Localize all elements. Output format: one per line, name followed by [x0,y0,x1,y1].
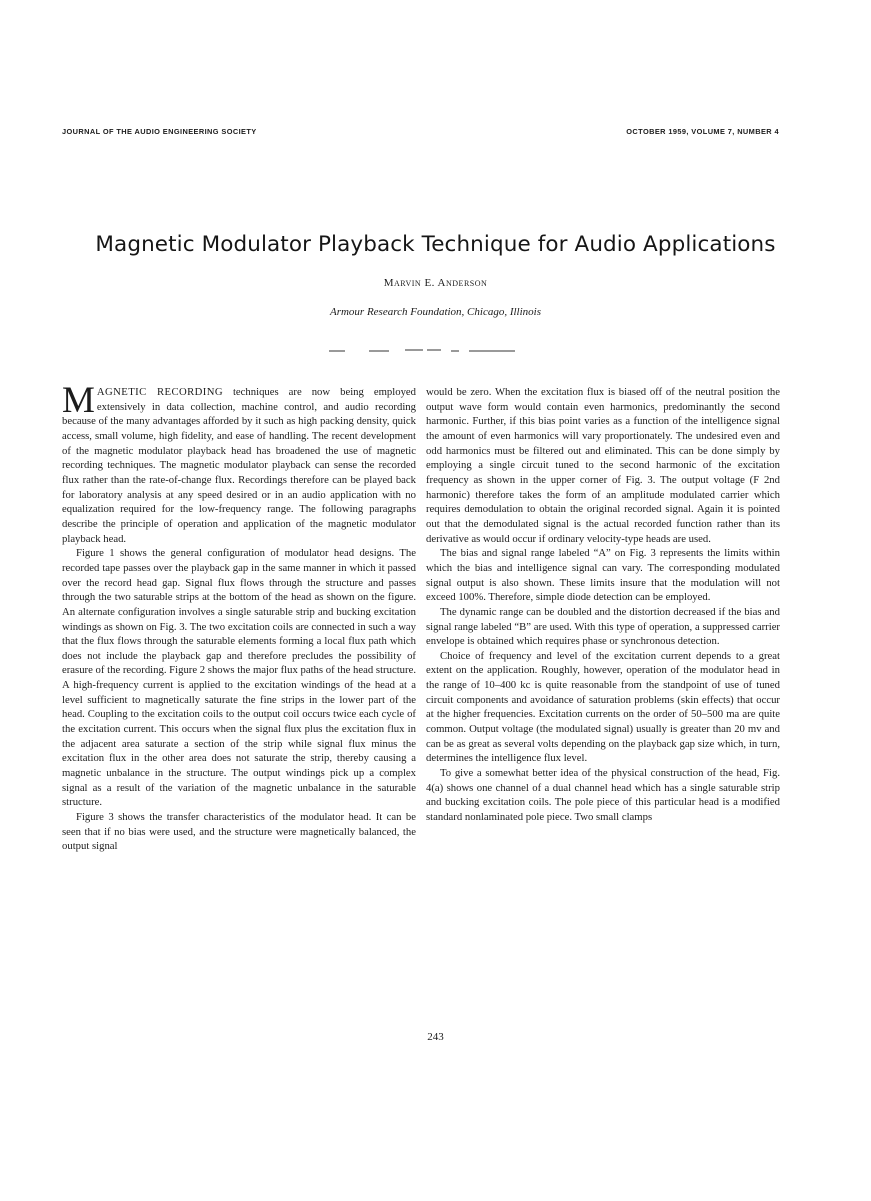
issue-running-head: OCTOBER 1959, VOLUME 7, NUMBER 4 [626,127,779,136]
opening-words: AGNETIC RECORDING [96,386,223,398]
body-paragraph: The dynamic range can be doubled and the distortion decreased if the bias and signal range labeled “B” are used. With this type of operation, a suppressed carrier envelope is obtained which requires phase or synchronous detection. [426,605,780,648]
article-title: Magnetic Modulator Playback Technique for Audio Applications [95,232,776,257]
body-paragraph: Figure 3 shows the transfer characteristics of the modulator head. It can be seen that if no bias were used, and the structure were magnetically balanced, the output signal [62,811,416,853]
author-affiliation: Armour Research Foundation, Chicago, Illinois [329,306,542,318]
journal-running-head: JOURNAL OF THE AUDIO ENGINEERING SOCIETY [62,127,257,136]
body-paragraph: To give a somewhat better idea of the physical construction of the head, Fig. 4(a) shows one channel of a dual channel head which has a single saturable strip and bucking excitation coils. The pole piece of this particular head is a modified standard nonlaminated pole piece. Two small clamps [426,767,780,824]
body-paragraph: would be zero. When the excitation flux is biased off of the neutral position the output wave form would contain even harmonics, predominantly the second harmonic. Further, if this bias point varies as a function of the intelligence signal the amount of even harmonics will vary proportionately. The undesired even and odd harmonics must be filtered out and eliminated. This can be done simply by employing a single circuit tuned to the second harmonic of the excitation frequency as shown in the upper corner of Fig. 3. The output voltage (F 2nd harmonic) therefore takes the form of an amplitude modulated carrier which requires demodulation to obtain the original recorded signal. Again it is pointed out that the demodulated signal is the actual recorded function rather than its derivative as would occur if ordinary velocity-type heads are used. [426,386,780,545]
body-paragraph: The bias and signal range labeled “A” on Fig. 3 represents the limits within which the bias and intelligence signal can vary. The corresponding modulated signal output is also shown. These limits insure that the modulation will not exceed 100%. Therefore, simple diode detection can be employed. [426,547,780,604]
body-paragraph: Choice of frequency and level of the excitation current depends to a great extent on the application. Roughly, however, operation of the modulator head in the range of 10–400 kc is quite reasonable from the standpoint of use of tuned circuit components and avoidance of saturation problems (skin effects) that occur at the higher frequencies. Excitation currents on the order of 50–500 ma are quite common. Output voltage (the modulated signal) usually is greater than 20 mv and can be as great as several volts depending on the playback gap size which, in turn, determines the intelligence flux level. [426,649,780,765]
drop-cap: M [62,380,95,421]
page-number: 243 [427,1031,444,1043]
body-paragraph: Figure 1 shows the general configuration of modulator head designs. The recorded tape passes over the playback gap in the same manner in which it passed over the record head gap. Signal flux flows through the structure and passes through the two saturable strips at the bottom of the head as shown on the figure. An alternate configuration involves a single saturable strip and bucking excitation windings as shown on Fig. 3. The two excitation coils are connected in such a way that the flux flows through the saturable elements forming a local flux path which does not include the playback gap and therefore precludes the possibility of erasure of the recording. Figure 2 shows the major flux paths of the head structure. A high-frequency current is applied to the excitation windings of the head at a level sufficient to magnetically saturate the fine strips in the lower part of the head. Coupling to the excitation coils to the output coil occurs twice each cycle of the excitation current. This occurs when the signal flux plus the excitation flux in the adjacent area saturate a section of the strip while signal flux minus the excitation flux in the other area does not saturate the strip, thereby causing a magnetic unbalance in the structure. The output windings pick up a complex signal as a result of the variation of the magnetic unbalance in the saturable structure. [62,547,416,809]
body-column-left [62,380,416,854]
author-name: Marvin E. Anderson [383,277,488,289]
paragraph-text: techniques are now being employed extensively in data collection, machine control, and audio recording because of the many advantages afforded by it such as high packing density, quick access, small volume, high fidelity, and ease of handling. The recent development of the magnetic modulator playback head has broadened the use of magnetic recording techniques. The magnetic modulator playback can sense the recorded flux rather than the rate-of-change flux. Recordings therefore can be played back for laboratory analysis at any speed desired or in an audio application with no equalization required for the low-frequency range. The following paragraphs describe the principle of operation and application of the magnetic modulator playback head. [62,386,416,545]
title-separator-rule [329,344,519,354]
body-column-right [426,385,780,825]
body-paragraph [62,380,416,546]
